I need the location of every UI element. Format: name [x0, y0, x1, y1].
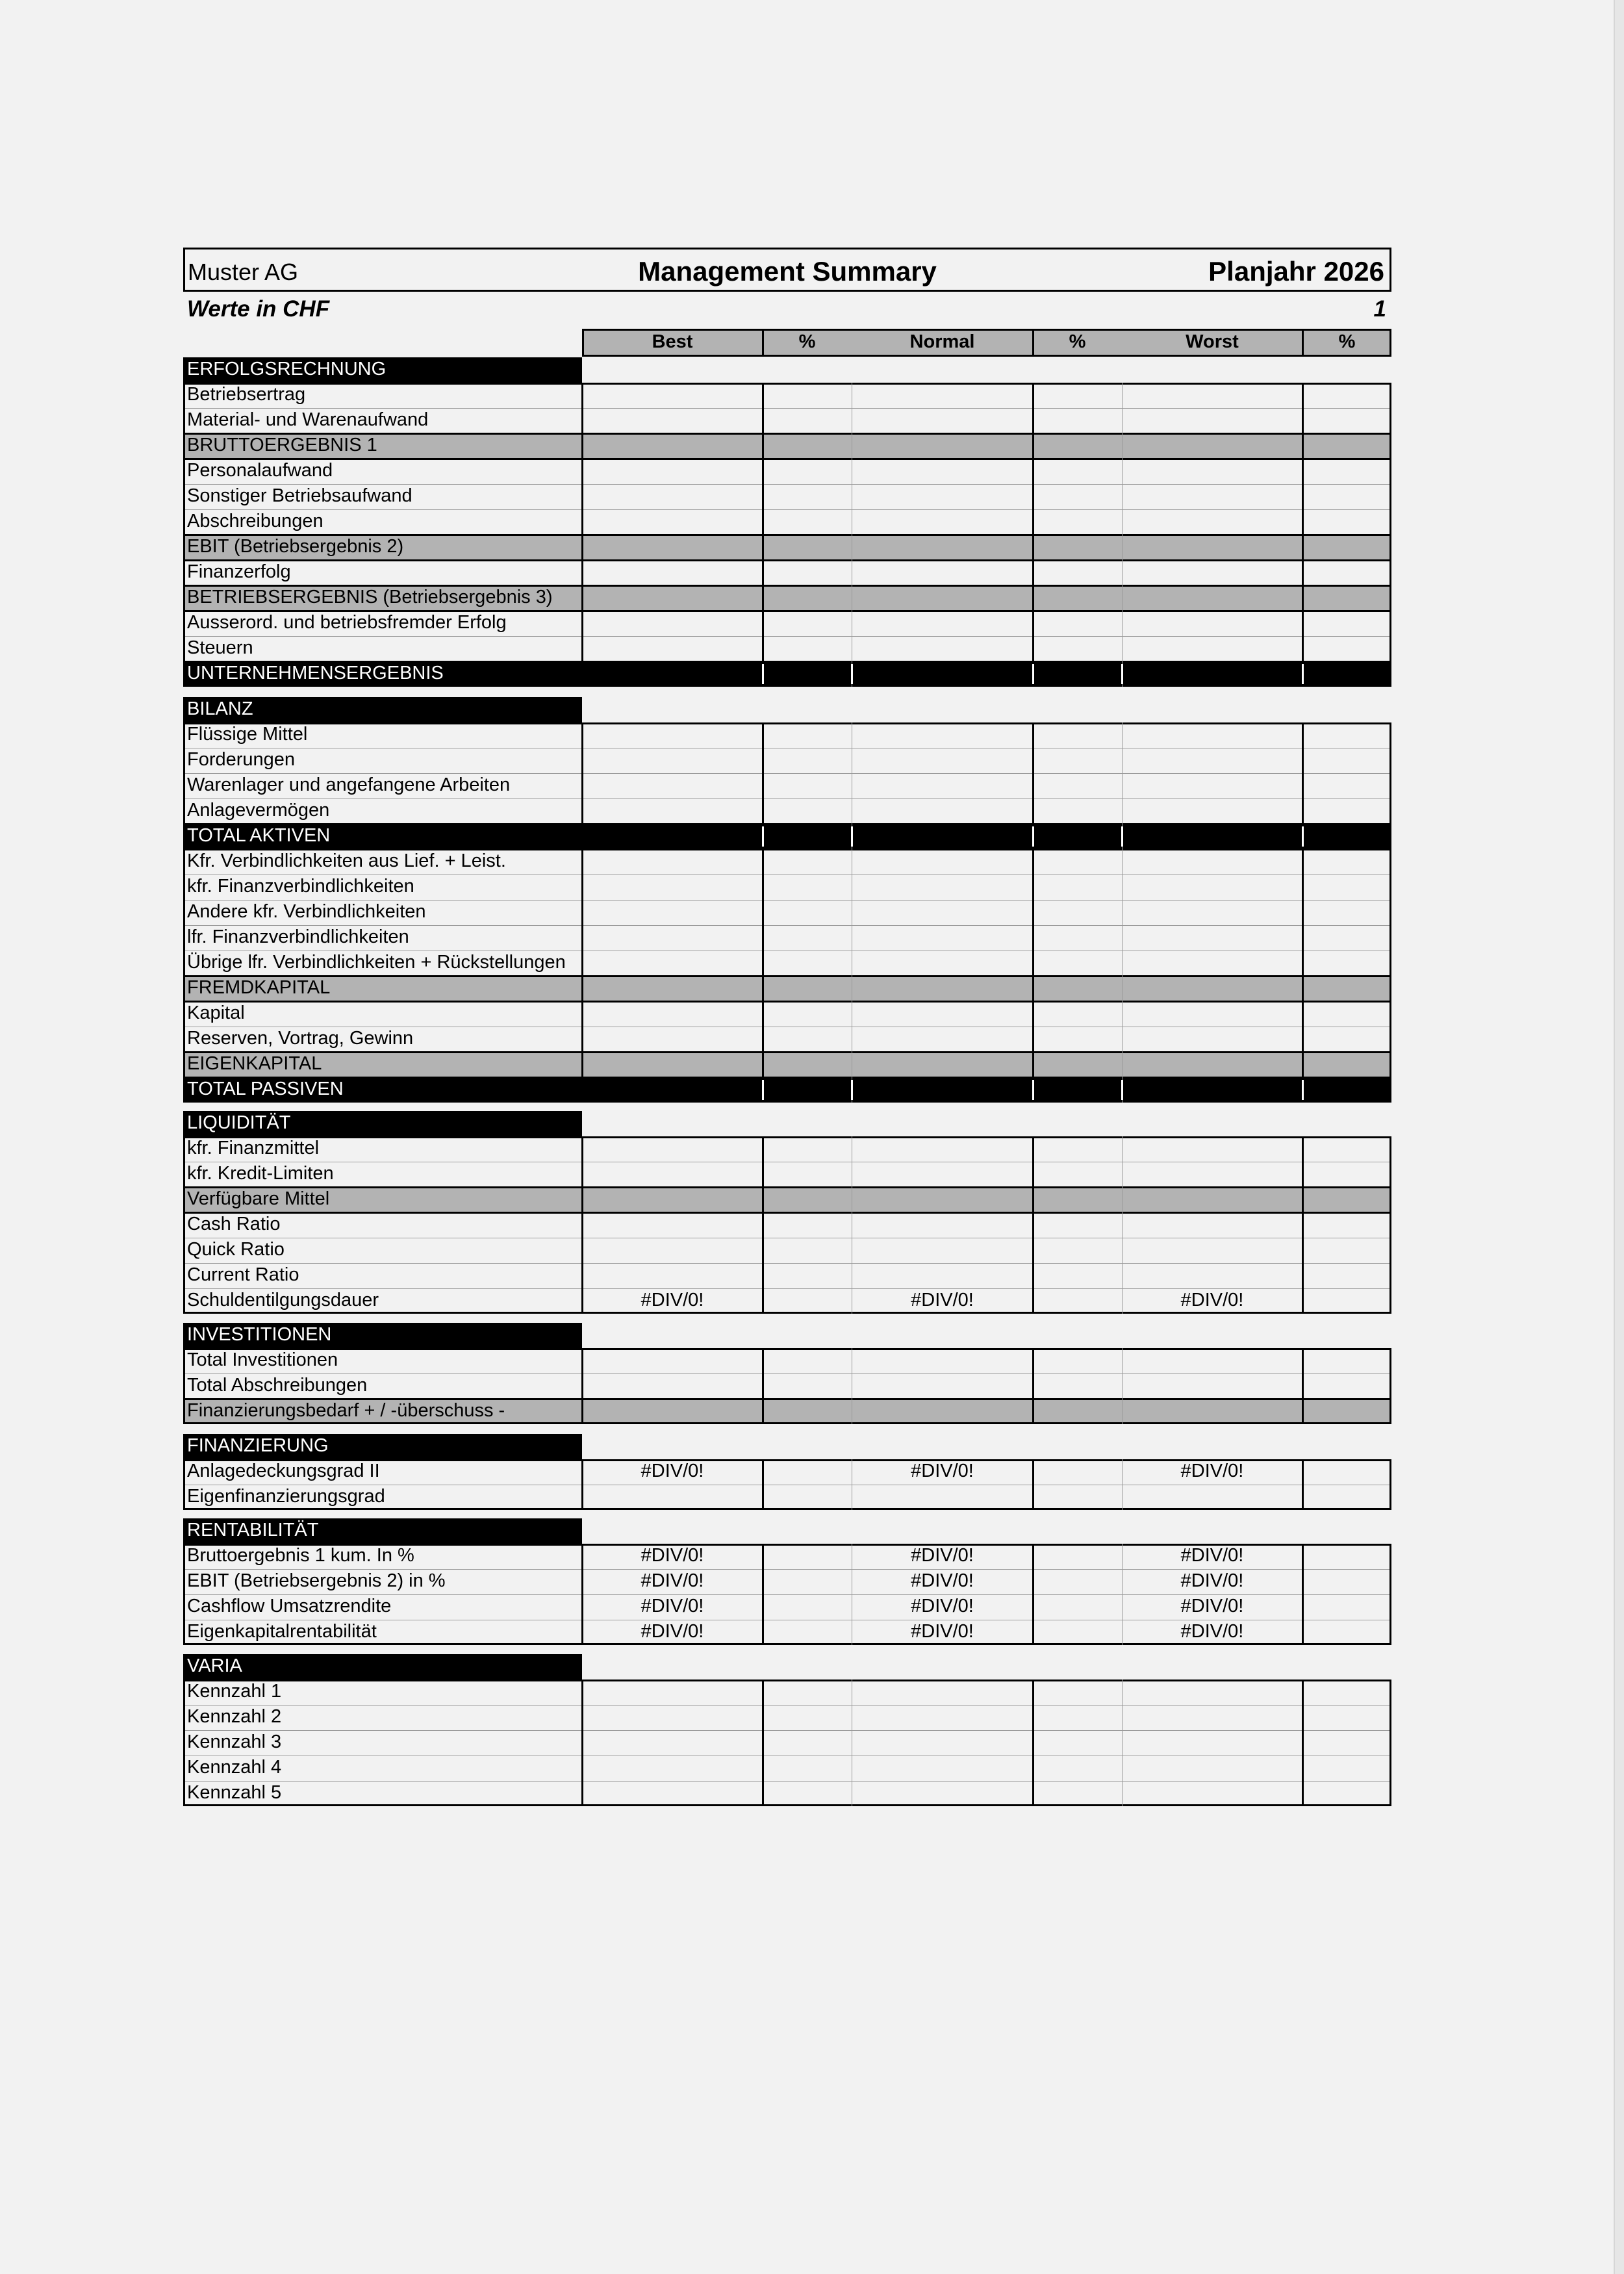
value-bruttoergebnis-1-kum-in-best: #DIV/0! — [641, 1545, 704, 1566]
row-label-reserven-vortrag-gewinn: Reserven, Vortrag, Gewinn — [187, 1028, 414, 1049]
row-label-ubrige-lfr-verbindlichkeiten-ruckstellungen: Übrige lfr. Verbindlichkeiten + Rückstellungen — [187, 952, 566, 973]
value-cashflow-umsatzrendite-best: #DIV/0! — [641, 1596, 704, 1616]
column-divider — [1122, 1459, 1123, 1510]
value-eigenkapitalrentabilitat-worst: #DIV/0! — [1180, 1621, 1244, 1642]
total-divider — [1121, 1080, 1123, 1100]
column-divider — [1302, 1348, 1304, 1424]
row-label-bruttoergebnis-1-kum-in: Bruttoergebnis 1 kum. In % — [187, 1545, 414, 1566]
unit-label: Werte in CHF — [187, 296, 330, 322]
value-ebit-betriebsergebnis-2-in-normal: #DIV/0! — [911, 1570, 974, 1591]
row-label-andere-kfr-verbindlichkeiten: Andere kfr. Verbindlichkeiten — [187, 901, 426, 922]
row-label-unternehmensergebnis: UNTERNEHMENSERGEBNIS — [187, 663, 444, 683]
column-header-worst: Worst — [1186, 331, 1239, 352]
column-divider — [1302, 1459, 1304, 1510]
row-label-material-und-warenaufwand: Material- und Warenaufwand — [187, 409, 429, 430]
row-label-total-passiven: TOTAL PASSIVEN — [187, 1079, 344, 1099]
row-label-betriebsergebnis-betriebsergebnis-3: BETRIEBSERGEBNIS (Betriebsergebnis 3) — [187, 587, 553, 607]
plan-year: Planjahr 2026 — [1208, 256, 1384, 287]
column-divider — [1122, 1136, 1123, 1314]
row-label-steuern: Steuern — [187, 637, 253, 658]
column-divider — [1302, 722, 1304, 1103]
row-label-ebit-betriebsergebnis-2: EBIT (Betriebsergebnis 2) — [187, 536, 404, 557]
section-grid-erfolgsrechnung — [183, 383, 1391, 687]
row-label-verfugbare-mittel: Verfügbare Mittel — [187, 1188, 330, 1209]
value-schuldentilgungsdauer-best: #DIV/0! — [641, 1290, 704, 1310]
total-divider — [762, 664, 764, 684]
total-divider — [762, 826, 764, 847]
section-grid-investitionen — [183, 1348, 1391, 1424]
section-heading-varia: VARIA — [183, 1654, 582, 1680]
title-box — [183, 248, 1391, 292]
column-divider — [1032, 383, 1034, 687]
section-heading-finanzierung: FINANZIERUNG — [183, 1434, 582, 1459]
value-bruttoergebnis-1-kum-in-normal: #DIV/0! — [911, 1545, 974, 1566]
row-label-kfr-verbindlichkeiten-aus-lief-leist: Kfr. Verbindlichkeiten aus Lief. + Leist. — [187, 850, 506, 871]
column-divider — [1032, 1348, 1034, 1424]
column-header-pct-1: % — [798, 331, 816, 352]
column-divider — [762, 1348, 764, 1424]
row-label-anlagedeckungsgrad-ii: Anlagedeckungsgrad II — [187, 1461, 380, 1481]
column-divider — [762, 1459, 764, 1510]
column-header-best: Best — [652, 331, 693, 352]
total-divider — [1302, 826, 1304, 847]
column-divider — [1032, 1459, 1034, 1510]
column-divider — [762, 1680, 764, 1806]
value-schuldentilgungsdauer-worst: #DIV/0! — [1180, 1290, 1244, 1310]
row-label-personalaufwand: Personalaufwand — [187, 460, 333, 481]
total-divider — [1032, 664, 1034, 684]
row-label-current-ratio: Current Ratio — [187, 1264, 299, 1285]
row-label-flussige-mittel: Flüssige Mittel — [187, 724, 308, 745]
row-label-forderungen: Forderungen — [187, 749, 296, 770]
row-label-kfr-finanzmittel: kfr. Finanzmittel — [187, 1138, 320, 1158]
row-label-total-aktiven: TOTAL AKTIVEN — [187, 825, 331, 846]
total-divider — [1302, 1080, 1304, 1100]
total-divider — [851, 664, 853, 684]
row-label-cashflow-umsatzrendite: Cashflow Umsatzrendite — [187, 1596, 392, 1616]
row-label-bruttoergebnis-1: BRUTTOERGEBNIS 1 — [187, 435, 377, 455]
section-heading-investitionen: INVESTITIONEN — [183, 1323, 582, 1348]
column-divider — [1032, 1136, 1034, 1314]
row-label-schuldentilgungsdauer: Schuldentilgungsdauer — [187, 1290, 379, 1310]
value-bruttoergebnis-1-kum-in-worst: #DIV/0! — [1180, 1545, 1244, 1566]
column-header-pct-5: % — [1338, 331, 1356, 352]
column-divider — [1122, 722, 1123, 1103]
column-divider — [762, 383, 764, 687]
total-divider — [1302, 664, 1304, 684]
column-divider — [1122, 1348, 1123, 1424]
row-label-ebit-betriebsergebnis-2-in: EBIT (Betriebsergebnis 2) in % — [187, 1570, 446, 1591]
section-grid-bilanz — [183, 722, 1391, 1103]
row-label-ausserord-und-betriebsfremder-erfolg: Ausserord. und betriebsfremder Erfolg — [187, 612, 507, 633]
section-heading-liquiditat: LIQUIDITÄT — [183, 1111, 582, 1136]
column-divider — [762, 1136, 764, 1314]
page-title: Management Summary — [638, 256, 937, 287]
row-label-kfr-finanzverbindlichkeiten: kfr. Finanzverbindlichkeiten — [187, 876, 414, 897]
page-number: 1 — [1373, 296, 1386, 322]
section-grid-liquiditat — [183, 1136, 1391, 1314]
value-eigenkapitalrentabilitat-best: #DIV/0! — [641, 1621, 704, 1642]
row-label-kennzahl-5: Kennzahl 5 — [187, 1782, 282, 1803]
row-label-kfr-kredit-limiten: kfr. Kredit-Limiten — [187, 1163, 334, 1184]
total-divider — [762, 1080, 764, 1100]
row-label-kennzahl-3: Kennzahl 3 — [187, 1731, 282, 1752]
column-divider — [581, 722, 583, 1103]
total-divider — [1121, 826, 1123, 847]
column-divider — [1302, 1544, 1304, 1645]
value-anlagedeckungsgrad-ii-worst: #DIV/0! — [1180, 1461, 1244, 1481]
total-divider — [1032, 1080, 1034, 1100]
column-divider — [581, 1544, 583, 1645]
row-label-kennzahl-2: Kennzahl 2 — [187, 1706, 282, 1727]
column-header-pct-3: % — [1069, 331, 1086, 352]
section-grid-finanzierung — [183, 1459, 1391, 1510]
header-divider-thin — [1302, 329, 1303, 357]
column-divider — [1122, 383, 1123, 687]
value-ebit-betriebsergebnis-2-in-best: #DIV/0! — [641, 1570, 704, 1591]
total-divider — [851, 826, 853, 847]
row-label-finanzierungsbedarf-uberschuss: Finanzierungsbedarf + / -überschuss - — [187, 1400, 505, 1421]
row-label-eigenkapital: EIGENKAPITAL — [187, 1053, 322, 1074]
total-divider — [851, 1080, 853, 1100]
section-heading-rentabilitat: RENTABILITÄT — [183, 1518, 582, 1544]
column-divider — [762, 722, 764, 1103]
column-divider — [1032, 1544, 1034, 1645]
section-heading-erfolgsrechnung: ERFOLGSRECHNUNG — [183, 357, 582, 383]
column-divider — [1032, 722, 1034, 1103]
company-name: Muster AG — [188, 259, 299, 285]
row-label-fremdkapital: FREMDKAPITAL — [187, 977, 331, 998]
column-divider — [762, 1544, 764, 1645]
column-divider — [1032, 1680, 1034, 1806]
row-label-sonstiger-betriebsaufwand: Sonstiger Betriebsaufwand — [187, 485, 412, 506]
column-divider — [581, 1136, 583, 1314]
row-label-anlagevermogen: Anlagevermögen — [187, 800, 330, 821]
row-label-total-abschreibungen: Total Abschreibungen — [187, 1375, 368, 1396]
column-divider — [1302, 1136, 1304, 1314]
column-divider — [581, 1680, 583, 1806]
row-label-finanzerfolg: Finanzerfolg — [187, 561, 291, 582]
row-label-abschreibungen: Abschreibungen — [187, 511, 324, 531]
row-label-betriebsertrag: Betriebsertrag — [187, 384, 306, 405]
total-divider — [1121, 664, 1123, 684]
value-cashflow-umsatzrendite-normal: #DIV/0! — [911, 1596, 974, 1616]
header-divider-thin — [1033, 329, 1034, 357]
value-cashflow-umsatzrendite-worst: #DIV/0! — [1180, 1596, 1244, 1616]
value-anlagedeckungsgrad-ii-best: #DIV/0! — [641, 1461, 704, 1481]
column-divider — [1302, 1680, 1304, 1806]
column-divider — [581, 1348, 583, 1424]
column-divider — [1302, 383, 1304, 687]
section-heading-bilanz: BILANZ — [183, 697, 582, 722]
column-divider — [1122, 1680, 1123, 1806]
section-grid-rentabilitat — [183, 1544, 1391, 1645]
column-divider — [581, 1459, 583, 1510]
value-schuldentilgungsdauer-normal: #DIV/0! — [911, 1290, 974, 1310]
total-divider — [1032, 826, 1034, 847]
row-label-quick-ratio: Quick Ratio — [187, 1239, 285, 1260]
row-label-eigenfinanzierungsgrad: Eigenfinanzierungsgrad — [187, 1486, 385, 1507]
row-label-kennzahl-4: Kennzahl 4 — [187, 1757, 282, 1778]
column-header-normal: Normal — [909, 331, 975, 352]
value-anlagedeckungsgrad-ii-normal: #DIV/0! — [911, 1461, 974, 1481]
value-eigenkapitalrentabilitat-normal: #DIV/0! — [911, 1621, 974, 1642]
column-divider — [581, 383, 583, 687]
row-label-total-investitionen: Total Investitionen — [187, 1349, 338, 1370]
row-label-kapital: Kapital — [187, 1003, 245, 1023]
section-grid-varia — [183, 1680, 1391, 1806]
row-label-cash-ratio: Cash Ratio — [187, 1214, 281, 1234]
row-label-warenlager-und-angefangene-arbeiten: Warenlager und angefangene Arbeiten — [187, 774, 511, 795]
row-label-eigenkapitalrentabilitat: Eigenkapitalrentabilität — [187, 1621, 377, 1642]
column-divider — [1122, 1544, 1123, 1645]
row-label-lfr-finanzverbindlichkeiten: lfr. Finanzverbindlichkeiten — [187, 926, 409, 947]
value-ebit-betriebsergebnis-2-in-worst: #DIV/0! — [1180, 1570, 1244, 1591]
row-label-kennzahl-1: Kennzahl 1 — [187, 1681, 282, 1702]
